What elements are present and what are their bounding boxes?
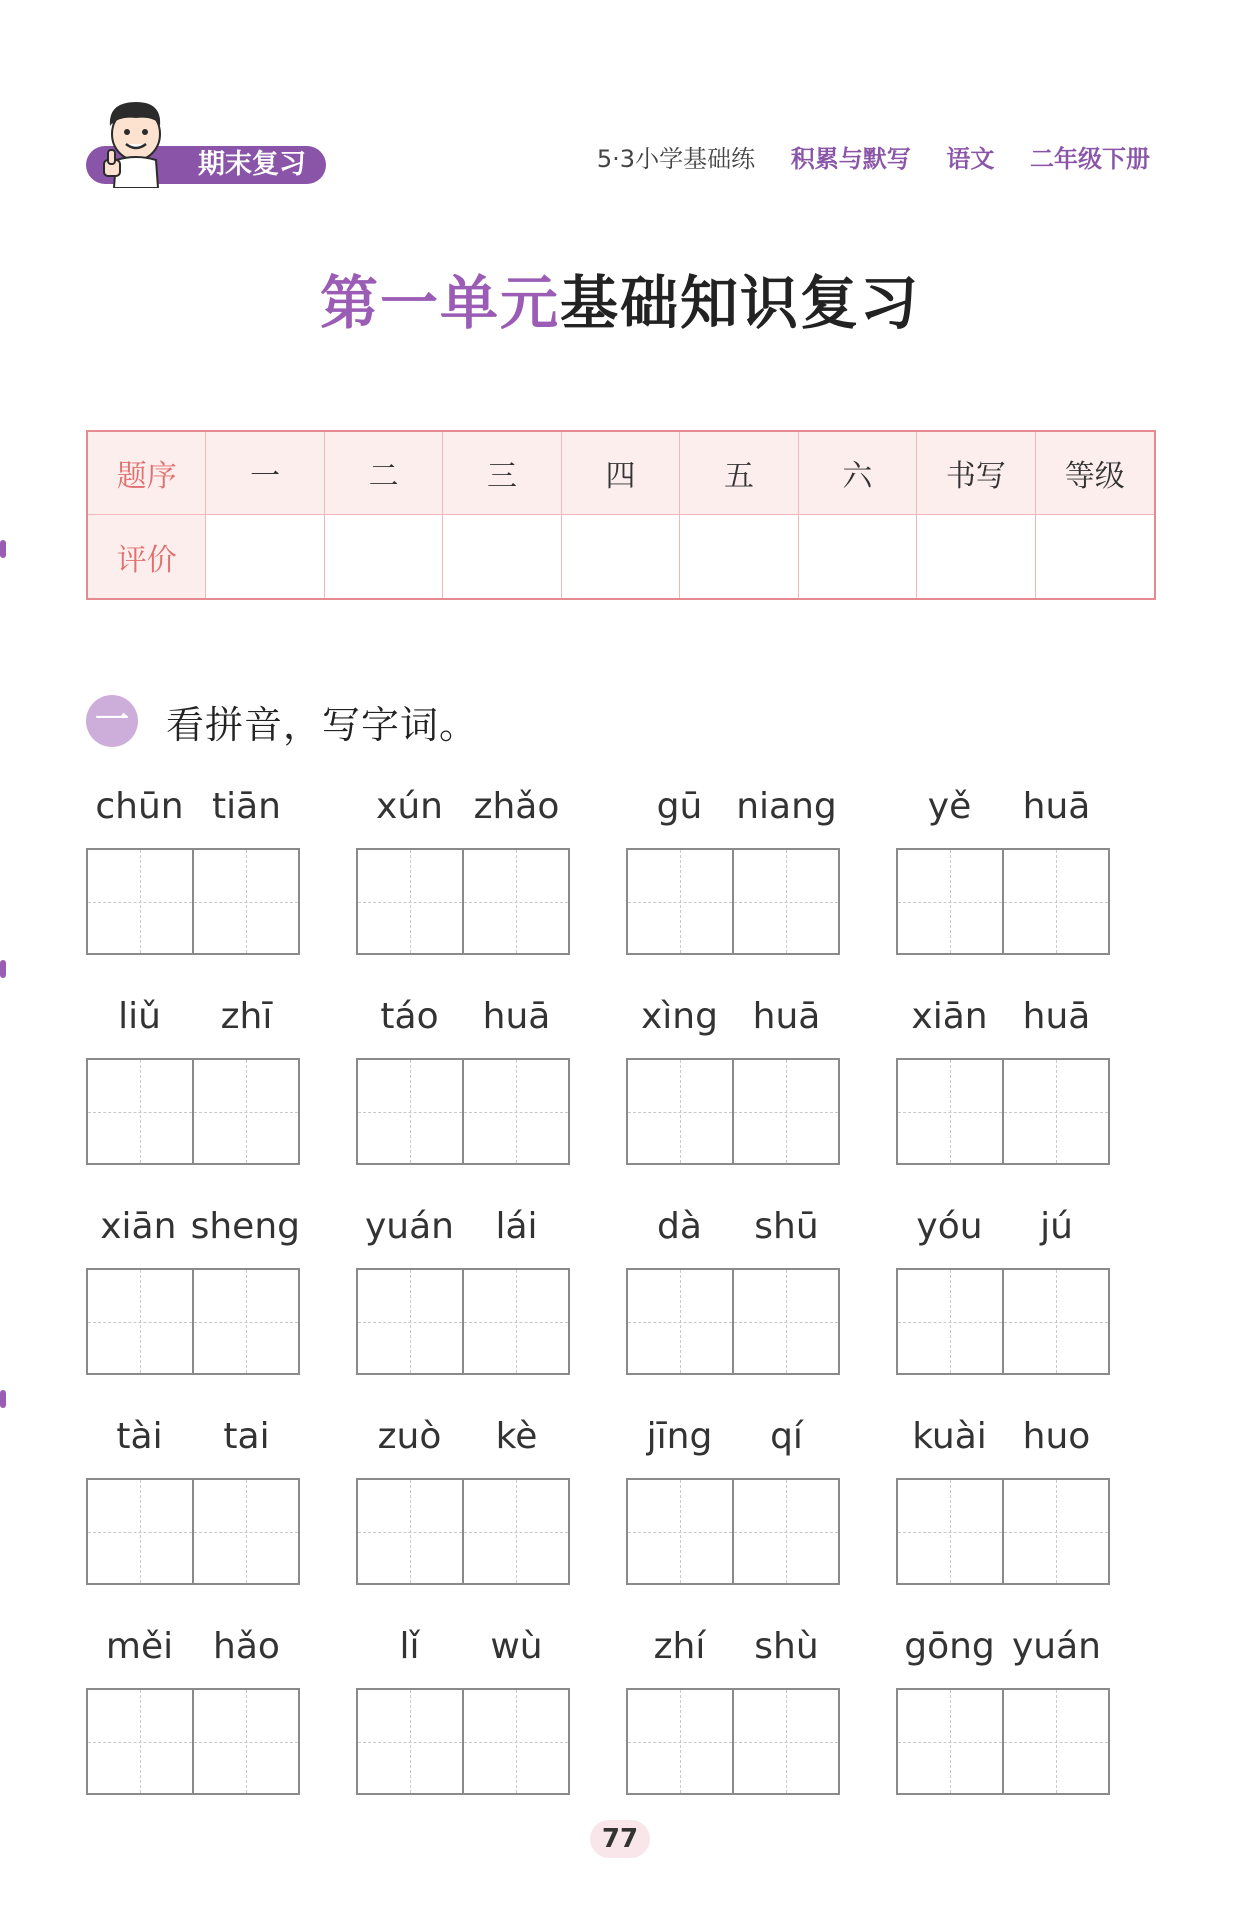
tianzige-box[interactable]: [358, 1690, 462, 1793]
word-item: [86, 1200, 300, 1375]
word-item: [356, 990, 570, 1165]
title-unit: 第一单元: [319, 269, 560, 337]
evaluation-cell[interactable]: [1036, 515, 1154, 598]
pinyin-syllable: yóu: [916, 1206, 983, 1247]
score-table: [86, 430, 1156, 600]
page-title: [0, 265, 1240, 341]
review-badge: [86, 96, 336, 191]
section-instruction: 看拼音，写字词。: [166, 702, 479, 747]
column-header: 五: [680, 432, 798, 515]
pinyin-syllable: niang: [736, 786, 837, 827]
tianzige-box[interactable]: [1002, 1060, 1108, 1163]
writing-boxes: [896, 1268, 1110, 1375]
evaluation-cell[interactable]: [562, 515, 680, 598]
writing-boxes: [86, 1268, 300, 1375]
tianzige-box[interactable]: [192, 1270, 298, 1373]
pinyin-syllable: huā: [482, 996, 551, 1037]
word-item: [626, 1410, 840, 1585]
section-number: 一: [86, 695, 138, 747]
mascot-icon: [96, 96, 176, 188]
tianzige-box[interactable]: [732, 1690, 838, 1793]
word-item: [896, 1410, 1110, 1585]
pinyin-syllable: tiān: [212, 786, 281, 827]
evaluation-cell[interactable]: [917, 515, 1035, 598]
binding-mark: [0, 960, 6, 978]
word-item: [86, 990, 300, 1165]
book-name: 积累与默写: [790, 145, 911, 173]
tianzige-box[interactable]: [898, 1270, 1002, 1373]
tianzige-box[interactable]: [88, 1480, 192, 1583]
tianzige-box[interactable]: [898, 1690, 1002, 1793]
column-header: 等级: [1036, 432, 1154, 515]
pinyin-label: [356, 1620, 570, 1674]
pinyin-label: [626, 1620, 840, 1674]
pinyin-label: [896, 1620, 1110, 1674]
tianzige-box[interactable]: [732, 1060, 838, 1163]
section-heading: [86, 695, 478, 747]
pinyin-syllable: qí: [770, 1416, 803, 1457]
word-item: [896, 780, 1110, 955]
pinyin-syllable: měi: [105, 1626, 174, 1667]
tianzige-box[interactable]: [628, 850, 732, 953]
evaluation-cell[interactable]: [799, 515, 917, 598]
pinyin-syllable: yuán: [365, 1206, 454, 1247]
word-item: [626, 990, 840, 1165]
pinyin-label: [626, 1410, 840, 1464]
writing-boxes: [86, 848, 300, 955]
writing-boxes: [626, 848, 840, 955]
tianzige-box[interactable]: [462, 1690, 568, 1793]
evaluation-cell[interactable]: [206, 515, 324, 598]
tianzige-box[interactable]: [462, 1060, 568, 1163]
pinyin-syllable: huā: [1022, 786, 1091, 827]
tianzige-box[interactable]: [732, 1480, 838, 1583]
tianzige-box[interactable]: [898, 850, 1002, 953]
tianzige-box[interactable]: [192, 1480, 298, 1583]
pinyin-syllable: jīng: [646, 1416, 713, 1457]
column-header: 二: [325, 432, 443, 515]
pinyin-label: [86, 990, 300, 1044]
column-header: 书写: [917, 432, 1035, 515]
book-info: [569, 144, 1150, 174]
pinyin-syllable: xún: [376, 786, 443, 827]
pinyin-label: [896, 1200, 1110, 1254]
pinyin-syllable: xìng: [641, 996, 718, 1037]
tianzige-box[interactable]: [358, 850, 462, 953]
tianzige-box[interactable]: [358, 1060, 462, 1163]
column-header: 三: [443, 432, 561, 515]
tianzige-box[interactable]: [462, 1480, 568, 1583]
pinyin-label: [356, 990, 570, 1044]
tianzige-box[interactable]: [732, 850, 838, 953]
writing-boxes: [86, 1478, 300, 1585]
pinyin-label: [356, 1410, 570, 1464]
pinyin-syllable: huo: [1022, 1416, 1091, 1457]
tianzige-box[interactable]: [88, 1270, 192, 1373]
word-item: [626, 1200, 840, 1375]
writing-boxes: [896, 1058, 1110, 1165]
writing-boxes: [626, 1268, 840, 1375]
pinyin-syllable: jú: [1040, 1206, 1073, 1247]
word-item: [86, 1620, 300, 1795]
tianzige-box[interactable]: [88, 1060, 192, 1163]
pinyin-syllable: kuài: [912, 1416, 987, 1457]
pinyin-label: [626, 1200, 840, 1254]
pinyin-label: [896, 990, 1110, 1044]
pinyin-syllable: gū: [656, 786, 703, 827]
pinyin-syllable: sheng: [190, 1206, 300, 1247]
word-item: [356, 1620, 570, 1795]
writing-boxes: [356, 1478, 570, 1585]
pinyin-syllable: kè: [495, 1416, 538, 1457]
word-item: [356, 780, 570, 955]
pinyin-syllable: tài: [116, 1416, 163, 1457]
pinyin-syllable: huā: [1022, 996, 1091, 1037]
word-item: [896, 990, 1110, 1165]
evaluation-cell[interactable]: [443, 515, 561, 598]
binding-mark: [0, 1390, 6, 1408]
tianzige-box[interactable]: [628, 1270, 732, 1373]
tianzige-box[interactable]: [1002, 1270, 1108, 1373]
tianzige-box[interactable]: [192, 1690, 298, 1793]
pinyin-label: [896, 780, 1110, 834]
pinyin-syllable: shù: [754, 1626, 819, 1667]
tianzige-box[interactable]: [1002, 1690, 1108, 1793]
tianzige-box[interactable]: [192, 850, 298, 953]
tianzige-box[interactable]: [88, 1690, 192, 1793]
pinyin-syllable: lái: [495, 1206, 538, 1247]
word-item: [356, 1410, 570, 1585]
tianzige-box[interactable]: [628, 1690, 732, 1793]
pinyin-syllable: chūn: [95, 786, 184, 827]
grade-name: 二年级下册: [1030, 145, 1150, 173]
pinyin-label: [626, 990, 840, 1044]
pinyin-syllable: yuán: [1012, 1626, 1101, 1667]
tianzige-box[interactable]: [192, 1060, 298, 1163]
pinyin-label: [626, 780, 840, 834]
pinyin-syllable: yě: [927, 786, 972, 827]
writing-boxes: [896, 1478, 1110, 1585]
series-name: 5·3小学基础练: [596, 145, 756, 173]
writing-boxes: [86, 1058, 300, 1165]
pinyin-syllable: lǐ: [399, 1626, 420, 1667]
tianzige-box[interactable]: [358, 1270, 462, 1373]
writing-boxes: [896, 1688, 1110, 1795]
writing-boxes: [356, 848, 570, 955]
pinyin-syllable: tai: [223, 1416, 270, 1457]
pinyin-syllable: zhī: [220, 996, 273, 1037]
pinyin-label: [86, 1410, 300, 1464]
pinyin-syllable: shū: [754, 1206, 819, 1247]
word-item: [896, 1620, 1110, 1795]
pinyin-label: [86, 1620, 300, 1674]
word-item: [86, 780, 300, 955]
tianzige-box[interactable]: [898, 1060, 1002, 1163]
writing-boxes: [356, 1268, 570, 1375]
pinyin-syllable: gōng: [904, 1626, 995, 1667]
tianzige-box[interactable]: [358, 1480, 462, 1583]
pinyin-syllable: wù: [490, 1626, 543, 1667]
pinyin-syllable: zuò: [377, 1416, 442, 1457]
tianzige-box[interactable]: [462, 850, 568, 953]
page-number: 77: [590, 1820, 650, 1858]
tianzige-box[interactable]: [1002, 1480, 1108, 1583]
pinyin-syllable: hǎo: [213, 1626, 280, 1667]
evaluation-cell[interactable]: [325, 515, 443, 598]
pinyin-syllable: liǔ: [118, 996, 161, 1037]
writing-boxes: [86, 1688, 300, 1795]
subject-name: 语文: [946, 145, 995, 173]
pinyin-label: [356, 1200, 570, 1254]
writing-boxes: [356, 1688, 570, 1795]
tianzige-box[interactable]: [732, 1270, 838, 1373]
writing-boxes: [626, 1058, 840, 1165]
word-item: [86, 1410, 300, 1585]
pinyin-syllable: zhǎo: [473, 786, 560, 827]
word-item: [896, 1200, 1110, 1375]
tianzige-box[interactable]: [628, 1060, 732, 1163]
writing-boxes: [356, 1058, 570, 1165]
pinyin-syllable: táo: [380, 996, 439, 1037]
writing-boxes: [626, 1688, 840, 1795]
title-main: 基础知识复习: [560, 269, 921, 337]
tianzige-box[interactable]: [1002, 850, 1108, 953]
row-label-order: 题序: [88, 432, 206, 515]
word-item: [626, 1620, 840, 1795]
word-item: [626, 780, 840, 955]
writing-boxes: [626, 1478, 840, 1585]
badge-label: 期末复习: [86, 146, 326, 184]
pinyin-syllable: huā: [752, 996, 821, 1037]
row-label-evaluation: 评价: [88, 515, 206, 598]
tianzige-box[interactable]: [628, 1480, 732, 1583]
tianzige-box[interactable]: [462, 1270, 568, 1373]
column-header: 六: [799, 432, 917, 515]
pinyin-syllable: xiān: [100, 1206, 177, 1247]
pinyin-label: [356, 780, 570, 834]
pinyin-syllable: dà: [657, 1206, 702, 1247]
column-header: 四: [562, 432, 680, 515]
evaluation-cell[interactable]: [680, 515, 798, 598]
pinyin-label: [86, 1200, 300, 1254]
pinyin-label: [86, 780, 300, 834]
writing-boxes: [896, 848, 1110, 955]
pinyin-syllable: zhí: [653, 1626, 706, 1667]
tianzige-box[interactable]: [898, 1480, 1002, 1583]
binding-mark: [0, 540, 6, 558]
word-item: [356, 1200, 570, 1375]
tianzige-box[interactable]: [88, 850, 192, 953]
pinyin-syllable: xiān: [911, 996, 988, 1037]
page-header: [0, 0, 1240, 200]
pinyin-label: [896, 1410, 1110, 1464]
column-header: 一: [206, 432, 324, 515]
